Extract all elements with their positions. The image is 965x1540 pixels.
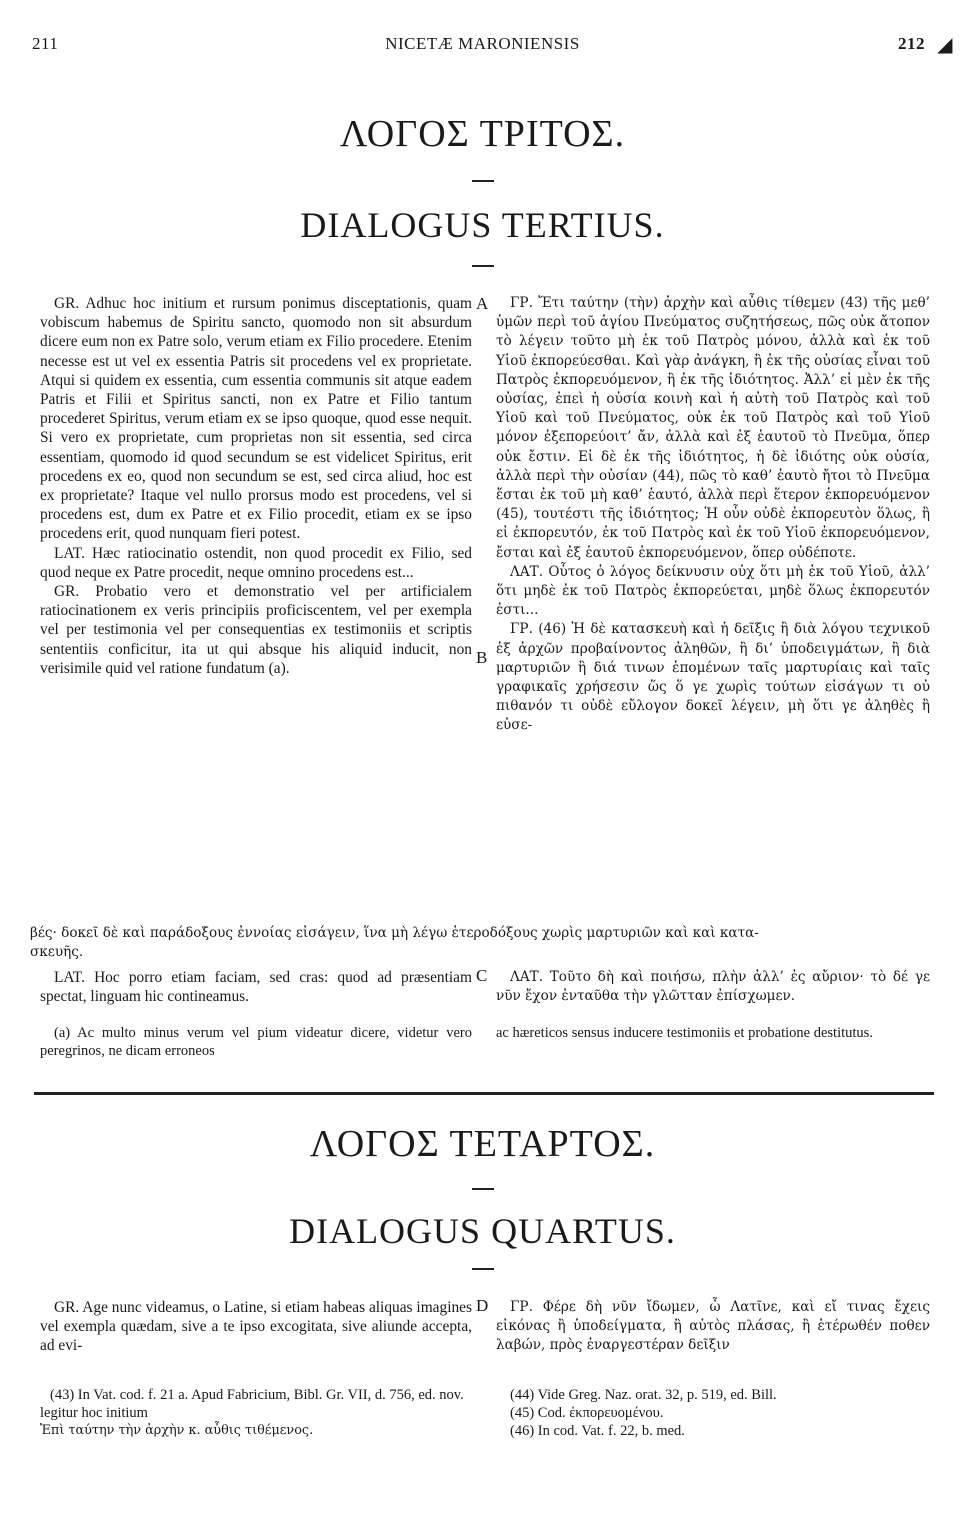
latin-section-title-3: DIALOGUS TERTIUS. xyxy=(300,205,665,245)
running-title: NICETÆ MARONIENSIS xyxy=(385,34,580,53)
note-a-right xyxy=(496,1024,930,1042)
latin-paragraph: GR. Adhuc hoc initium et rursum ponimus disceptationis, quam vobiscum habemus de Spiritu sancto, quomodo non sit absurdum dicere eum non ex Patre solo, verum etiam ex Filio procedere. Etenim necesse est ut vel ex essentia Patris sit procedens vel ex proprietate. Atqui si quidem ex essentia, cum essentia communis sit atque eadem Patris et Filii et Spiritus sancti, non ex Patre et Filio tantum procederet Spiritus, verum etiam ex se ipso quoque, quod esse nequit. Si vero ex proprietate, cum proprietas non sit essentia, sed circa essentiam, quomodo id quod secundum se est videlicet Spiritus, erit procedens ex eo, quod non secundum se est, sed circa aliud, hoc est ex proprietate? Itaque vel nullo prorsus modo est procedens, vel si procedens est, dum ex Patre et ex Filio procedit, etiam ex se ipso procedens erit, quod nunquam fieri potest. xyxy=(40,295,472,543)
footnote: (43) In Vat. cod. f. 21 a. Apud Fabricium, Bibl. Gr. VII, d. 756, ed. nov. legitur hoc initium xyxy=(40,1387,464,1421)
greek-section-title-4: ΛΟΓΟΣ ΤΕΤΑΡΤΟΣ. xyxy=(309,1123,656,1165)
greek-paragraph: ΓΡ. Φέρε δὴ νῦν ἴδωμεν, ὦ Λατῖνε, καὶ εἴ τινας ἔχεις εἰκόνας ἢ ὑποδείγματα, ἢ αὐτὸς πλάσας, ἢ ἑτέρωθέν ποθεν λαβών, πρὸς ἐναργεστέραν δεῖξιν xyxy=(496,1299,930,1354)
latin-closing-paragraph xyxy=(40,968,472,1006)
note-a-left xyxy=(40,1024,472,1060)
right-page-number: 212 xyxy=(898,34,925,53)
greek-line: βές· δοκεῖ δὲ καὶ παράδοξους ἐννοίας εἰσάγειν, ἵνα μὴ λέγω ἑτεροδόξους χωρὶς μαρτυριῶν καὶ καὶ κατα- xyxy=(30,925,759,941)
greek-line: σκευῆς. xyxy=(30,944,84,961)
latin-paragraph: LAT. Hæc ratiocinatio ostendit, non quod procedit ex Filio, sed quod neque ex Patre procedit, neque omnino procedens est... xyxy=(40,544,472,581)
footnote-greek: Ἐπὶ ταύτην τὴν ἀρχὴν κ. αὖθις τιθέμενος. xyxy=(40,1423,314,1438)
greek-section-title-3: ΛΟΓΟΣ ΤΡΙΤΟΣ. xyxy=(339,113,626,155)
left-page-number: 211 xyxy=(32,34,59,53)
section-divider-rule xyxy=(34,1092,934,1095)
margin-marker-b: B xyxy=(476,648,488,667)
latin-paragraph: LAT. Hoc porro etiam faciam, sed cras: quod ad præsentiam spectat, linguam hic contineamus. xyxy=(40,969,472,1006)
greek-column-section-4 xyxy=(496,1298,930,1356)
footnote: (45) Cod. ἐκπορευομένου. xyxy=(510,1405,664,1421)
margin-marker-a: A xyxy=(476,294,489,313)
margin-marker-c: C xyxy=(476,966,488,985)
page-edge-mark: ◢ xyxy=(937,34,953,56)
greek-paragraph: ΓΡ. (46) Ἡ δὲ κατασκευὴ καὶ ἡ δεῖξις ἢ διὰ λόγου τεχνικοῦ ἐξ ἀρχῶν προβαίνοντος ἀληθῶν, ἢ δι’ ὑποδειγμάτων, ἢ διὰ μαρτυριῶν ἢ διά τινων ἑπομένων ταῖς μαρτυρίαις καὶ ταῖς γραφικαῖς χρήσεσιν ὥς ὅ γε χωρὶς τούτων εἰσάγων τι οὐ πιθανόν τι οὐδὲ εὔλογον δοκεῖ λέγειν, μὴ ὅτι γε ἀληθὲς ἢ εὐσε- xyxy=(496,621,930,734)
latin-column-section-3 xyxy=(40,294,472,678)
title-dash xyxy=(472,1188,494,1190)
note-text: ac hæreticos sensus inducere testimoniis et probatione destitutus. xyxy=(496,1025,873,1041)
greek-full-width-line xyxy=(30,924,930,962)
latin-section-title-4: DIALOGUS QUARTUS. xyxy=(289,1211,676,1251)
latin-paragraph: GR. Age nunc videamus, o Latine, si etiam habeas aliquas imagines vel exempla quædam, sive a te ipso excogitata, sive aliunde accepta, ad evi- xyxy=(40,1299,472,1355)
greek-paragraph: ΛΑΤ. Οὗτος ὁ λόγος δείκνυσιν οὐχ ὅτι μὴ ἐκ τοῦ Υἱοῦ, ἀλλ’ ὅτι μηδὲ ἐκ τοῦ Πατρὸς ἐκπορεύεται, μηδὲ ὅλως ἐκπορευτόν ἐστι... xyxy=(496,563,930,619)
latin-paragraph: GR. Probatio vero et demonstratio vel per artificialem ratiocinationem ex veris principiis proficiscentem, vel per exempla vel per testimonia vel per consequentias ex testimoniis et scriptis sententiis conficitur, ita ut qui absque his aliquid inducit, non verisimile quid vel ratione fundatum (a). xyxy=(40,583,472,677)
greek-column-section-3 xyxy=(496,294,930,736)
note-text: (a) Ac multo minus verum vel pium videatur dicere, videtur vero peregrinos, ne dicam erroneos xyxy=(40,1025,472,1059)
running-header xyxy=(32,34,953,58)
greek-paragraph: ΛΑΤ. Τοῦτο δὴ καὶ ποιήσω, πλὴν ἀλλ’ ἐς αὔριον· τὸ δέ γε νῦν ἔχον ἐνταῦθα τὴν γλῶτταν ἐπίσχωμεν. xyxy=(496,969,930,1005)
footnote: (46) In cod. Vat. f. 22, b. med. xyxy=(510,1423,685,1439)
footnotes-right xyxy=(510,1386,930,1440)
footnote: (44) Vide Greg. Naz. orat. 32, p. 519, ed. Bill. xyxy=(510,1387,777,1403)
margin-marker-d: D xyxy=(476,1296,489,1315)
greek-paragraph: ΓΡ. Ἔτι ταύτην (τὴν) ἀρχὴν καὶ αὖθις τίθεμεν (43) τῆς μεθ’ ὑμῶν περὶ τοῦ ἁγίου Πνεύματος συζητήσεως, πῶς οὐκ ἄτοπον τὸ λέγειν τοῦτο μὴ ἐκ τοῦ Πατρὸς μόνου, ἀλλὰ καὶ ἐκ τοῦ Υἱοῦ ἐκπορεύεσθαι. Καὶ γὰρ ἀνάγκη, ἢ ἐκ τῆς οὐσίας εἶναι τοῦ Πατρὸς ἐκπορευόμενον, ἢ ἐκ τῆς ἰδιότητος. Ἀλλ’ εἰ μὲν ἐκ τῆς οὐσίας, ἐπεὶ ἡ οὐσία κοινὴ καὶ ἡ αὐτὴ τοῦ Πατρὸς καὶ τοῦ Υἱοῦ καὶ τοῦ Πνεύματος, οὐκ ἐκ τοῦ Πατρὸς καὶ τοῦ Υἱοῦ μόνον ἐξεπορεύοιτ’ ἄν, ἀλλὰ καὶ ἐξ ἑαυτοῦ τὸ Πνεῦμα, ὅπερ οὐκ ἔστιν. Εἰ δὲ ἐκ τῆς ἰδιότητος, ἡ δὲ ἰδιότης οὐκ οὐσία, ἀλλὰ περὶ τὴν οὐσίαν (44), πῶς τὸ καθ’ ἑαυτὸ ἤτοι τὸ Πνεῦμα ἔσται ἐκ τοῦ μὴ καθ’ ἑαυτό, ἀλλὰ περὶ ἕτερον ἐκπορευόμενον (45), τουτέστι τῆς ἰδιότητος; Ἡ οὖν οὐδὲ ἐκπορευτὸν ὅλως, ἢ εἰ ἐκπορευτόν, ἐκ τοῦ Πατρὸς καὶ ἐκ τοῦ Υἱοῦ ἐκπορευόμενον, ἔσται καὶ ἐξ ἑαυτοῦ ἐκπορευόμενον, ὅπερ οὐδέποτε. xyxy=(496,295,930,561)
title-dash xyxy=(472,265,494,267)
latin-column-section-4 xyxy=(40,1298,472,1356)
title-dash xyxy=(472,1268,494,1270)
greek-closing-paragraph xyxy=(496,968,930,1006)
footnotes-left xyxy=(40,1386,472,1440)
title-dash xyxy=(472,180,494,182)
